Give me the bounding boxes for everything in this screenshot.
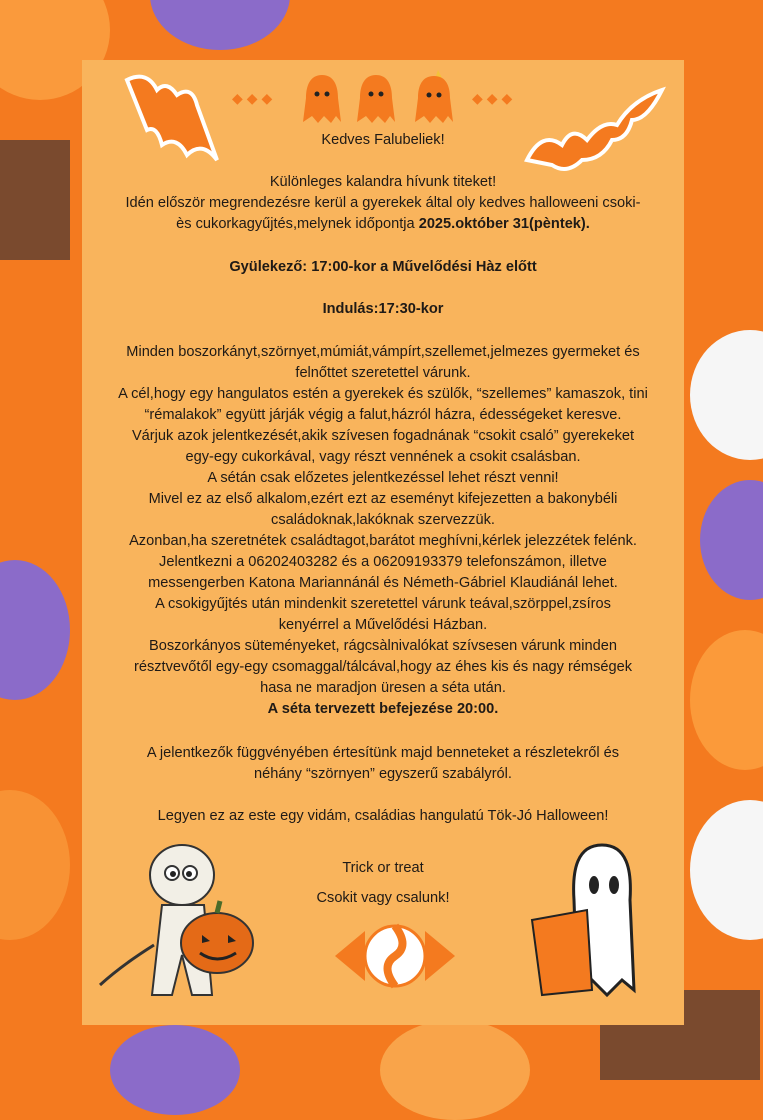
pumpkin-decoration	[380, 1020, 530, 1120]
pumpkin-decoration	[0, 790, 70, 940]
body-line: egy-egy cukorkával, vagy részt vennének a csokit csalásban.	[185, 449, 581, 465]
ghost-face-decoration	[690, 330, 763, 460]
meeting-time: Gyülekező: 17:00-kor a Művelődési Hàz előtt	[229, 259, 537, 275]
body-line: családoknak,lakóknak szervezzük.	[271, 512, 495, 528]
bat-icon	[117, 60, 237, 180]
diamond-decoration: ◆◆◆	[232, 90, 277, 106]
intro-line	[82, 214, 684, 235]
invitation-paper	[82, 60, 684, 1025]
mummy-with-pumpkin-icon	[92, 835, 262, 1010]
intro-text: ès cukorkagyűjtés,melynek időpontja	[176, 216, 419, 232]
ghost-icon	[354, 72, 398, 126]
ghost-with-bag-icon	[522, 840, 672, 1005]
body-line: messengerben Katona Mariannánál és Németh-Gábriel Klaudiánál lehet.	[148, 575, 618, 591]
pumpkin-decoration	[690, 630, 763, 770]
body-line: A jelentkezők függvényében értesítünk majd benneteket a részletekről és	[146, 745, 620, 761]
body-line: A sétán csak előzetes jelentkezéssel lehet részt venni!	[207, 470, 559, 486]
end-time: A séta tervezett befejezése 20:00.	[267, 701, 499, 717]
wrapped-candy-icon	[330, 916, 460, 996]
closing-line: Legyen ez az este egy vidám, családias hangulatú Tök-Jó Halloween!	[157, 808, 609, 824]
chocolate-decoration	[0, 140, 70, 260]
body-line: “rémalakok” együtt járják végig a falut,házról házra, édességeket keresve.	[144, 407, 622, 423]
body-line: A cél,hogy egy hangulatos estén a gyerekek és szülők, “szellemes” kamaszok, tini	[118, 386, 648, 402]
body-line: kenyérrel a Művelődési Házban.	[278, 617, 488, 633]
body-line: Mivel ez az első alkalom,ezért ezt az eseményt kifejezetten a bakonybéli	[148, 491, 618, 507]
body-line: Jelentkezni a 06202403282 és a 06209193379 telefonszámon, illetve	[159, 554, 607, 570]
body-line: Boszorkányos süteményeket, rágcsàlnivalókat szívsesen várunk minden	[148, 638, 618, 654]
candy-decoration	[150, 0, 290, 50]
ghost-icon	[300, 72, 344, 126]
body-line: néhány “szörnyen” egyszerű szabályról.	[254, 766, 512, 782]
intro-line: Idén először megrendezésre kerül a gyerekek által oly kedves halloweeni csoki-	[125, 195, 641, 211]
event-date: 2025.október 31(pèntek).	[418, 216, 590, 232]
body-line: felnőttet szeretettel várunk.	[295, 365, 471, 381]
body-line: A csokigyűjtés után mindenkit szeretettel várunk teával,szörppel,zsíros	[155, 596, 611, 612]
body-line: hasa ne maradjon üresen a séta után.	[260, 680, 506, 696]
body-line: résztvevőtől egy-egy csomaggal/tálcával,hogy az éhes kis és nagy rémségek	[133, 659, 633, 675]
diamond-decoration: ◆◆◆	[472, 90, 517, 106]
ghost-face-decoration	[690, 800, 763, 940]
csokit-vagy-csalunk: Csokit vagy csalunk!	[316, 890, 450, 906]
trick-or-treat: Trick or treat	[342, 860, 424, 876]
candy-decoration	[700, 480, 763, 600]
body-line: Várjuk azok jelentkezését,akik szívesen fogadnának “csokit csaló” gyerekeket	[131, 428, 635, 444]
candy-decoration	[110, 1025, 240, 1115]
body-line: Azonban,ha szeretnétek családtagot,barátot meghívni,kérlek jelezzétek felénk.	[129, 533, 637, 549]
candy-decoration	[0, 560, 70, 700]
ghost-party-icon	[408, 68, 458, 126]
body-line: Minden boszorkányt,szörnyet,múmiát,vámpírt,szellemet,jelmezes gyermeket és	[126, 344, 640, 360]
intro-line: Különleges kalandra hívunk titeket!	[269, 174, 497, 190]
departure-time: Indulás:17:30-kor	[322, 301, 444, 317]
greeting: Kedves Falubeliek!	[321, 132, 445, 148]
